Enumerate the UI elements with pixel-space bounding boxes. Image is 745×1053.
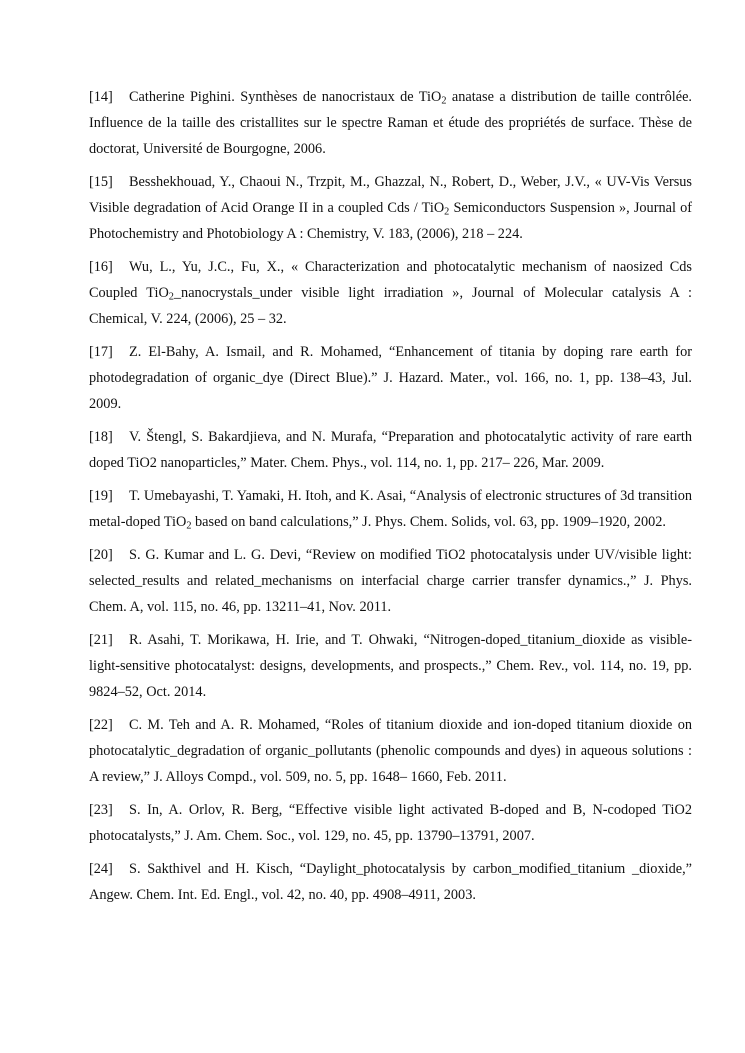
reference-text: Besshekhouad, Y., Chaoui N., Trzpit, M., Ghazzal, N., Robert, D., Weber, J.V., « UV-Vis Versus Visible degradation of Acid Orange II in a coupled Cds / TiO$_2$ Semiconductors Suspension », Journal of Photochemistry and Photobiology A : Chemistry, V. 183, (2006), 218 – 224. [89, 174, 692, 242]
reference-number: [18] [89, 429, 113, 445]
reference-list [89, 84, 692, 915]
reference-item [89, 339, 692, 417]
reference-text: Z. El-Bahy, A. Ismail, and R. Mohamed, “Enhancement of titania by doping rare earth for photodegradation of organic_dye (Direct Blue).” J. Hazard. Mater., vol. 166, no. 1, pp. 138–43, Jul. 2009. [89, 344, 692, 412]
reference-number: [19] [89, 488, 113, 504]
reference-number: [16] [89, 259, 113, 275]
reference-number: [23] [89, 802, 113, 818]
reference-text: Wu, L., Yu, J.C., Fu, X., « Characterization and photocatalytic mechanism of naosized Cds Coupled TiO$_2$_nanocrystals_under visible light irradiation », Journal of Molecular catalysis A : Chemical, V. 224, (2006), 25 – 32. [89, 259, 692, 327]
reference-item [89, 627, 692, 705]
reference-number: [24] [89, 861, 113, 877]
reference-text: S. Sakthivel and H. Kisch, “Daylight_photocatalysis by carbon_modified_titanium _dioxide,” Angew. Chem. Int. Ed. Engl., vol. 42, no. 40, pp. 4908–4911, 2003. [89, 861, 692, 903]
reference-item [89, 712, 692, 790]
reference-item [89, 84, 692, 162]
reference-item [89, 483, 692, 535]
reference-item [89, 856, 692, 908]
reference-item [89, 169, 692, 247]
reference-number: [14] [89, 89, 113, 105]
reference-text: T. Umebayashi, T. Yamaki, H. Itoh, and K. Asai, “Analysis of electronic structures of 3d transition metal-doped TiO$_2$ based on band calculations,” J. Phys. Chem. Solids, vol. 63, pp. 1909–1920, 2002. [89, 488, 692, 532]
reference-text: R. Asahi, T. Morikawa, H. Irie, and T. Ohwaki, “Nitrogen-doped_titanium_dioxide as visible-light-sensitive photocatalyst: designs, developments, and prospects.,” Chem. Rev., vol. 114, no. 19, pp. 9824–52, Oct. 2014. [89, 632, 692, 700]
reference-number: [17] [89, 344, 113, 360]
reference-number: [21] [89, 632, 113, 648]
reference-text: V. Štengl, S. Bakardjieva, and N. Murafa, “Preparation and photocatalytic activity of rare earth doped TiO2 nanoparticles,” Mater. Chem. Phys., vol. 114, no. 1, pp. 217– 226, Mar. 2009. [89, 429, 692, 471]
reference-number: [20] [89, 547, 113, 563]
reference-item [89, 254, 692, 332]
reference-item [89, 797, 692, 849]
reference-number: [22] [89, 717, 113, 733]
reference-text: S. In, A. Orlov, R. Berg, “Effective visible light activated B-doped and B, N-codoped TiO2 photocatalysts,” J. Am. Chem. Soc., vol. 129, no. 45, pp. 13790–13791, 2007. [89, 802, 692, 844]
reference-item [89, 424, 692, 476]
reference-number: [15] [89, 174, 113, 190]
reference-text: S. G. Kumar and L. G. Devi, “Review on modified TiO2 photocatalysis under UV/visible light: selected_results and related_mechanisms on interfacial charge carrier transfer dynamics.,” J. Phys. Chem. A, vol. 115, no. 46, pp. 13211–41, Nov. 2011. [89, 547, 692, 615]
reference-item [89, 542, 692, 620]
reference-text: Catherine Pighini. Synthèses de nanocristaux de TiO$_2$ anatase a distribution de taille contrôlée. Influence de la taille des cristallites sur le spectre Raman et étude des propriétés de surface. Thèse de doctorat, Université de Bourgogne, 2006. [89, 89, 693, 157]
reference-text: C. M. Teh and A. R. Mohamed, “Roles of titanium dioxide and ion-doped titanium dioxide on photocatalytic_degradation of organic_pollutants (phenolic compounds and dyes) in aqueous solutions : A review,” J. Alloys Compd., vol. 509, no. 5, pp. 1648– 1660, Feb. 2011. [89, 717, 692, 785]
